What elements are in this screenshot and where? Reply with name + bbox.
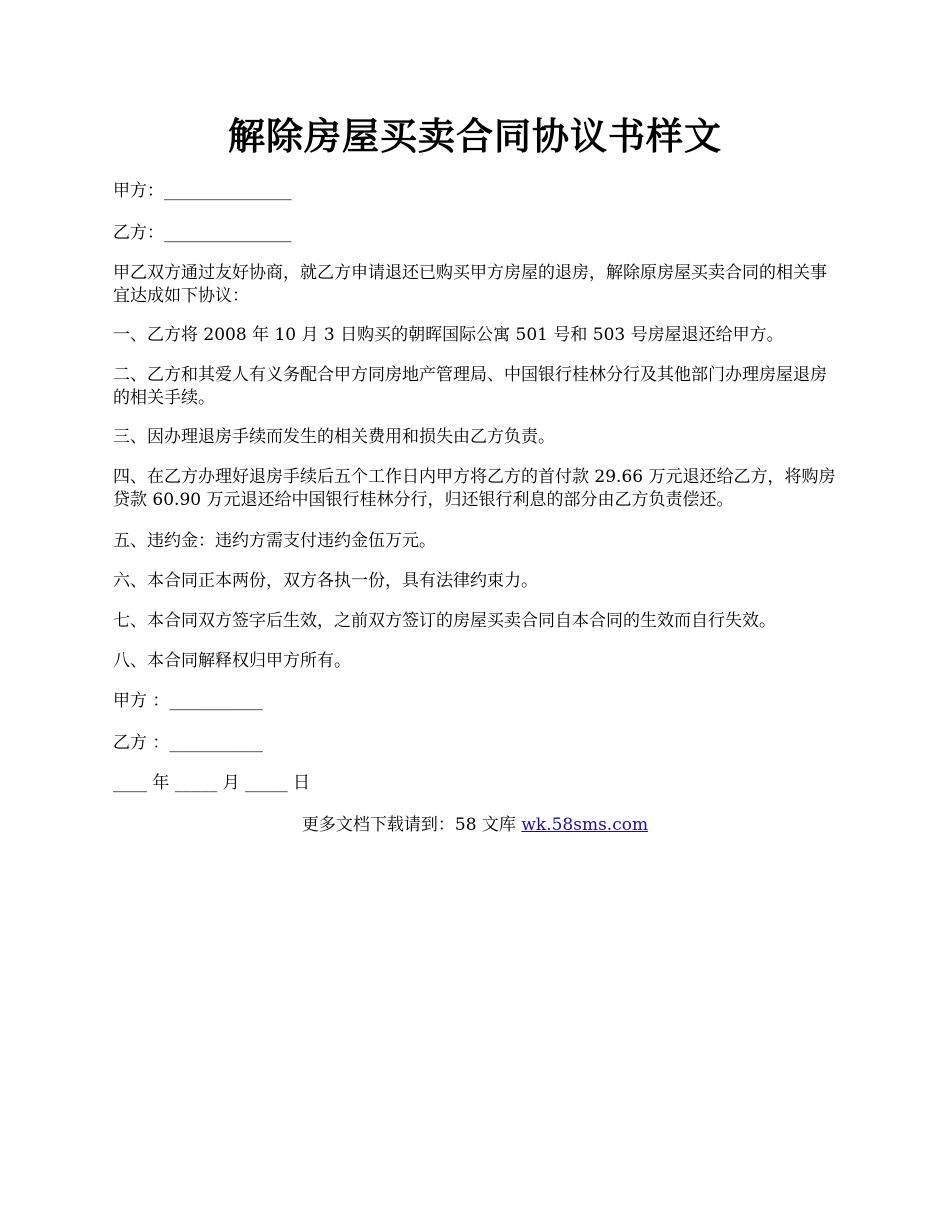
document-title: 解除房屋买卖合同协议书样文 [228, 114, 722, 158]
clause-2: 二、乙方和其爱人有义务配合甲方同房地产管理局、中国银行桂林分行及其他部门办理房屋退房的相关手续。 [113, 365, 827, 408]
intro-paragraph: 甲乙双方通过友好协商，就乙方申请退还已购买甲方房屋的退房，解除原房屋买卖合同的相关事宜达成如下协议： [113, 263, 827, 306]
footer-line [0, 814, 950, 837]
party-a-line: 甲方：_______________ [113, 181, 292, 201]
clause-1: 一、乙方将 2008 年 10 月 3 日购买的朝晖国际公寓 501 号和 503 号房屋退还给甲方。 [113, 325, 784, 345]
clause-5: 五、违约金：违约方需支付违约金伍万元。 [113, 531, 436, 551]
party-b-line: 乙方：_______________ [113, 223, 292, 243]
clause-4: 四、在乙方办理好退房手续后五个工作日内甲方将乙方的首付款 29.66 万元退还给乙方，将购房贷款 60.90 万元退还给中国银行桂林分行，归还银行利息的部分由乙方负责偿还。 [113, 467, 836, 510]
clause-6: 六、本合同正本两份，双方各执一份，具有法律约束力。 [113, 571, 538, 591]
signature-party-b: 乙方 ：___________ [113, 733, 263, 753]
signature-party-a: 甲方 ：___________ [113, 691, 263, 711]
clause-3: 三、因办理退房手续而发生的相关费用和损失由乙方负责。 [113, 427, 555, 447]
clause-8: 八、本合同解释权归甲方所有。 [113, 651, 351, 671]
clause-7: 七、本合同双方签字后生效，之前双方签订的房屋买卖合同自本合同的生效而自行失效。 [113, 611, 776, 631]
footer-prefix: 更多文档下载请到：58 文库 [301, 815, 522, 835]
footer-link[interactable]: wk.58sms.com [521, 815, 649, 835]
date-line: ____ 年 _____ 月 _____ 日 [113, 773, 311, 793]
